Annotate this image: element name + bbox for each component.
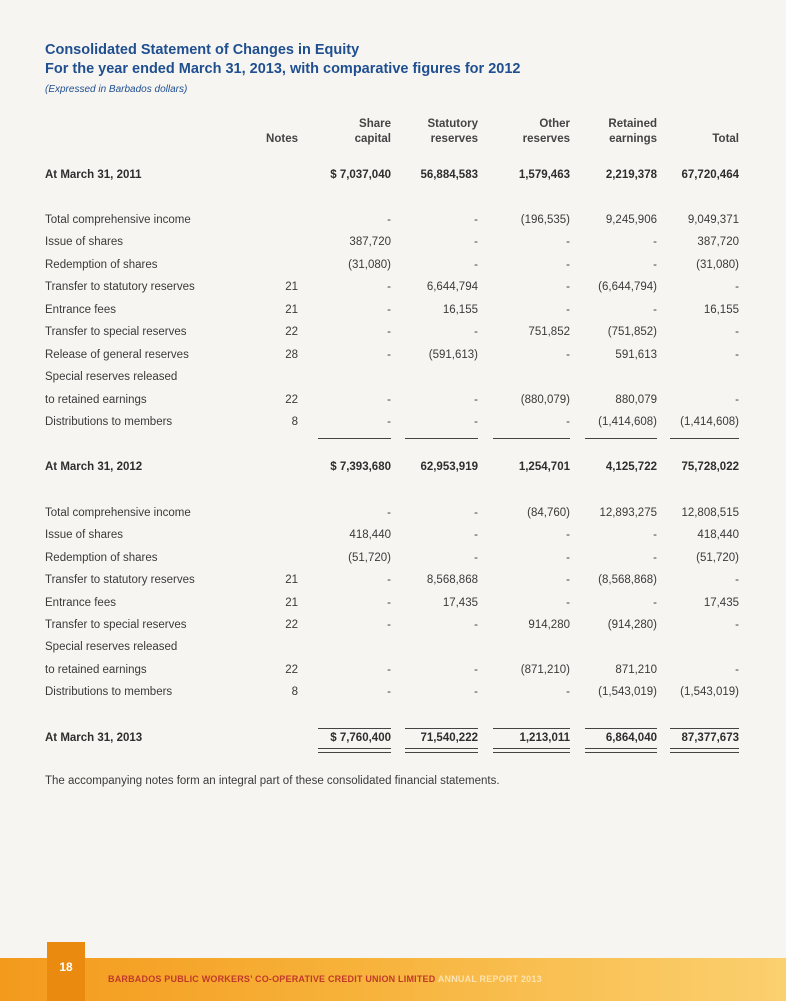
cell-other: 914,280	[528, 619, 570, 631]
cell-ret: (1,414,608)	[598, 416, 657, 428]
row-label: Distributions to members	[45, 416, 173, 428]
cell-stat: 16,155	[442, 304, 478, 316]
cell-stat: -	[474, 619, 478, 631]
row-label: Entrance fees	[45, 597, 116, 609]
cell-share: $ 7,393,680	[330, 461, 391, 473]
page-number: 18	[59, 960, 73, 974]
cell-total: -	[735, 326, 739, 338]
cell-other: (871,210)	[520, 664, 570, 676]
row-label: Special reserves released	[45, 641, 178, 653]
total-rule	[670, 728, 739, 729]
row-label: Distributions to members	[45, 686, 173, 698]
header-total: Total	[712, 133, 739, 145]
cell-share: $ 7,037,040	[330, 169, 391, 181]
cell-ret: -	[653, 259, 657, 271]
row-label: Total comprehensive income	[45, 214, 191, 226]
cell-total: 387,720	[697, 236, 739, 248]
cell-notes: 21	[285, 281, 298, 293]
double-underline	[318, 748, 391, 753]
cell-ret: 2,219,378	[605, 169, 657, 181]
row-label: Transfer to special reserves	[45, 326, 187, 338]
footer-note: The accompanying notes form an integral part of these consolidated financial statements.	[45, 775, 500, 787]
subtotal-rule	[405, 438, 478, 439]
total-rule	[405, 728, 478, 729]
row-label: Redemption of shares	[45, 552, 158, 564]
double-underline	[405, 748, 478, 753]
cell-stat: -	[474, 214, 478, 226]
cell-share: (31,080)	[348, 259, 391, 271]
cell-total: 9,049,371	[687, 214, 739, 226]
cell-stat: 8,568,868	[426, 574, 478, 586]
double-underline	[585, 748, 657, 753]
cell-ret: 591,613	[615, 349, 657, 361]
cell-stat: 17,435	[442, 597, 478, 609]
cell-total: 67,720,464	[681, 169, 739, 181]
report-title: ANNUAL REPORT 2013	[437, 974, 542, 984]
cell-share: -	[387, 507, 391, 519]
cell-ret: (751,852)	[607, 326, 657, 338]
cell-other: 1,579,463	[518, 169, 570, 181]
cell-stat: 62,953,919	[420, 461, 478, 473]
cell-other: -	[566, 686, 570, 698]
cell-share: 387,720	[349, 236, 391, 248]
subtotal-rule	[493, 438, 570, 439]
cell-ret: -	[653, 552, 657, 564]
organization-name: BARBADOS PUBLIC WORKERS’ CO-OPERATIVE CREDIT UNION LIMITED ANNUAL REPORT 2013	[108, 974, 542, 984]
row-label: Transfer to statutory reserves	[45, 281, 195, 293]
cell-stat: 71,540,222	[420, 732, 478, 744]
cell-total: 75,728,022	[681, 461, 739, 473]
page-tab	[47, 942, 85, 1001]
header-notes: Notes	[266, 133, 298, 145]
cell-stat: -	[474, 664, 478, 676]
cell-stat: -	[474, 686, 478, 698]
cell-total: -	[735, 574, 739, 586]
cell-other: -	[566, 304, 570, 316]
cell-ret: 9,245,906	[605, 214, 657, 226]
statement-period: For the year ended March 31, 2013, with comparative figures for 2012	[45, 61, 521, 77]
subtotal-rule	[670, 438, 739, 439]
row-label: Special reserves released	[45, 371, 178, 383]
row-label: Transfer to special reserves	[45, 619, 187, 631]
cell-other: -	[566, 349, 570, 361]
cell-stat: -	[474, 236, 478, 248]
cell-stat: -	[474, 507, 478, 519]
cell-ret: (1,543,019)	[598, 686, 657, 698]
cell-stat: (591,613)	[428, 349, 478, 361]
cell-notes: 22	[285, 326, 298, 338]
row-label: Entrance fees	[45, 304, 116, 316]
cell-other: -	[566, 416, 570, 428]
cell-other: -	[566, 259, 570, 271]
cell-other: 1,254,701	[518, 461, 570, 473]
cell-notes: 22	[285, 394, 298, 406]
subtotal-rule	[585, 438, 657, 439]
cell-share: -	[387, 664, 391, 676]
cell-ret: (8,568,868)	[598, 574, 657, 586]
cell-other: -	[566, 281, 570, 293]
cell-other: -	[566, 552, 570, 564]
row-label: Release of general reserves	[45, 349, 189, 361]
cell-total: -	[735, 664, 739, 676]
cell-other: -	[566, 597, 570, 609]
header-share-capital: Share capital	[354, 118, 391, 145]
cell-ret: (914,280)	[607, 619, 657, 631]
cell-total: (51,720)	[696, 552, 739, 564]
row-label: At March 31, 2011	[45, 169, 142, 181]
cell-total: -	[735, 281, 739, 293]
cell-stat: -	[474, 394, 478, 406]
cell-share: -	[387, 281, 391, 293]
cell-total: (1,543,019)	[680, 686, 739, 698]
cell-ret: 6,864,040	[605, 732, 657, 744]
cell-share: -	[387, 349, 391, 361]
cell-ret: 880,079	[615, 394, 657, 406]
row-label: Issue of shares	[45, 236, 123, 248]
cell-notes: 8	[291, 416, 298, 428]
cell-share: 418,440	[349, 529, 391, 541]
total-rule	[318, 728, 391, 729]
cell-total: -	[735, 619, 739, 631]
cell-ret: -	[653, 529, 657, 541]
currency-note: (Expressed in Barbados dollars)	[45, 84, 188, 95]
cell-total: -	[735, 349, 739, 361]
cell-notes: 22	[285, 619, 298, 631]
row-label: At March 31, 2013	[45, 732, 143, 744]
cell-share: -	[387, 686, 391, 698]
cell-other: (84,760)	[527, 507, 570, 519]
statement-title: Consolidated Statement of Changes in Equity	[45, 42, 360, 58]
row-label: Issue of shares	[45, 529, 123, 541]
row-label: to retained earnings	[45, 664, 147, 676]
cell-ret: 12,893,275	[599, 507, 657, 519]
header-other-reserves: Other reserves	[522, 118, 570, 145]
row-label: Total comprehensive income	[45, 507, 191, 519]
total-rule	[493, 728, 570, 729]
row-label: to retained earnings	[45, 394, 147, 406]
row-label: At March 31, 2012	[45, 461, 143, 473]
cell-share: -	[387, 597, 391, 609]
cell-share: -	[387, 619, 391, 631]
cell-total: 87,377,673	[681, 732, 739, 744]
cell-share: -	[387, 214, 391, 226]
cell-total: 418,440	[697, 529, 739, 541]
cell-ret: (6,644,794)	[598, 281, 657, 293]
cell-share: -	[387, 394, 391, 406]
cell-ret: -	[653, 304, 657, 316]
cell-total: 12,808,515	[681, 507, 739, 519]
cell-share: -	[387, 574, 391, 586]
cell-stat: -	[474, 326, 478, 338]
cell-share: -	[387, 304, 391, 316]
header-retained-earnings: Retained earnings	[608, 118, 657, 145]
cell-total: 16,155	[703, 304, 739, 316]
row-label: Transfer to statutory reserves	[45, 574, 195, 586]
cell-ret: -	[653, 597, 657, 609]
cell-notes: 21	[285, 304, 298, 316]
cell-notes: 28	[285, 349, 298, 361]
cell-share: (51,720)	[348, 552, 391, 564]
cell-other: -	[566, 574, 570, 586]
cell-total: 17,435	[703, 597, 739, 609]
subtotal-rule	[318, 438, 391, 439]
header-statutory-reserves: Statutory reserves	[427, 118, 478, 145]
cell-stat: -	[474, 259, 478, 271]
cell-stat: 6,644,794	[426, 281, 478, 293]
cell-other: (196,535)	[520, 214, 570, 226]
cell-other: -	[566, 529, 570, 541]
cell-total: (31,080)	[696, 259, 739, 271]
cell-other: 1,213,011	[519, 732, 570, 744]
double-underline	[670, 748, 739, 753]
cell-notes: 8	[291, 686, 298, 698]
cell-total: -	[735, 394, 739, 406]
cell-stat: -	[474, 416, 478, 428]
cell-stat: -	[474, 529, 478, 541]
cell-other: 751,852	[528, 326, 570, 338]
cell-ret: 871,210	[615, 664, 657, 676]
cell-stat: -	[474, 552, 478, 564]
cell-other: (880,079)	[520, 394, 570, 406]
cell-notes: 21	[285, 597, 298, 609]
cell-share: $ 7,760,400	[330, 732, 391, 744]
cell-share: -	[387, 416, 391, 428]
cell-notes: 22	[285, 664, 298, 676]
cell-notes: 21	[285, 574, 298, 586]
cell-stat: 56,884,583	[420, 169, 478, 181]
cell-ret: 4,125,722	[605, 461, 657, 473]
cell-ret: -	[653, 236, 657, 248]
row-label: Redemption of shares	[45, 259, 158, 271]
double-underline	[493, 748, 570, 753]
total-rule	[585, 728, 657, 729]
cell-share: -	[387, 326, 391, 338]
cell-other: -	[566, 236, 570, 248]
cell-total: (1,414,608)	[680, 416, 739, 428]
